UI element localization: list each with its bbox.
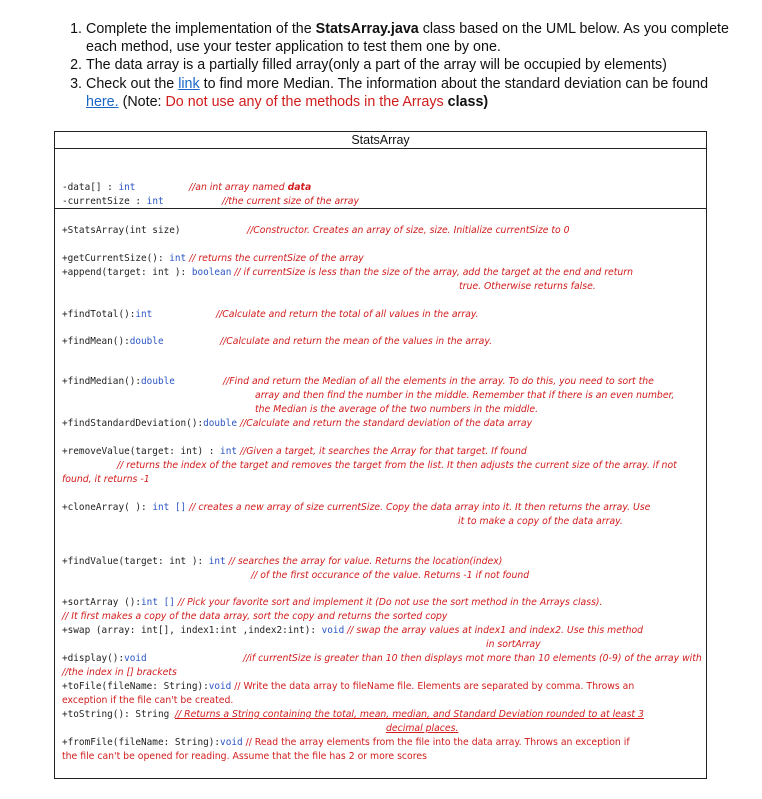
method-find-total-comment: [216, 309, 479, 321]
attribute-signature: -data[] :: [62, 182, 119, 193]
comment-text: true. Otherwise returns false.: [459, 281, 596, 292]
method-find-std-deviation: [62, 418, 532, 430]
method-constructor-comment: [247, 225, 570, 237]
instruction-item-2: [86, 56, 742, 74]
comment-text: // returns the currentSize of the array: [186, 253, 364, 264]
method-signature: +swap (array: int[], index1:int ,index2:int):: [62, 625, 322, 636]
method-return-type: int: [169, 253, 187, 264]
method-return-type: int: [208, 556, 226, 567]
instruction-text: Check out the: [86, 75, 179, 92]
method-get-current-size: [62, 253, 364, 265]
comment-text: the file can't be opened for reading. Assume that the file has 2 or more scores: [62, 751, 427, 762]
method-remove-value: [62, 446, 527, 458]
method-find-value: [62, 556, 502, 568]
method-find-median: [62, 376, 175, 388]
method-display-comment-1: [243, 653, 702, 665]
comment-bold: data: [287, 182, 312, 193]
instruction-item-1: [86, 20, 742, 56]
method-signature: +sortArray ():: [62, 597, 142, 608]
method-swap: [62, 625, 643, 637]
comment-text: //if currentSize is greater than 10 then displays mot more than 10 elements (0-9) of the array with: [243, 653, 702, 664]
method-return-type: double: [141, 376, 175, 387]
method-return-type: void: [220, 737, 243, 748]
method-signature: +StatsArray(int size): [62, 225, 181, 236]
median-link[interactable]: link: [178, 75, 200, 92]
method-display: [62, 653, 147, 665]
attribute-data-comment: [189, 182, 311, 194]
attribute-data: [62, 182, 135, 194]
method-display-comment-2: [62, 667, 177, 679]
method-remove-value-comment-3: [62, 474, 150, 486]
uml-class-name: StatsArray: [55, 132, 706, 149]
comment-text: //Calculate and return the mean of the values in the array.: [220, 336, 493, 347]
method-find-median-comment-1: [223, 376, 654, 388]
method-remove-value-comment-2: [117, 460, 677, 472]
attribute-type: int: [118, 182, 136, 193]
method-signature: +findTotal():: [62, 309, 136, 320]
method-find-mean: [62, 336, 164, 348]
comment-text: // returns the index of the target and removes the target from the list. It then adjusts the current size of the array. if not: [117, 460, 677, 471]
comment-text: // of the first occurance of the value. Returns -1 if not found: [251, 570, 530, 581]
comment-text: // swap the array values at index1 and index2. Use this method: [344, 625, 644, 636]
method-signature: +findStandardDeviation():: [62, 418, 204, 429]
comment-text: // Write the data array to fileName file. Elements are separated by comma. Throws an: [231, 681, 635, 692]
instruction-text: class): [443, 93, 489, 110]
method-find-median-comment-2: [255, 390, 674, 402]
comment-text: //Calculate and return the standard deviation of the data array: [236, 418, 533, 429]
method-to-file-comment-2: [62, 695, 233, 707]
comment-text: the Median is the average of the two numbers in the middle.: [255, 404, 539, 415]
comment-text: //the index in [] brackets: [62, 667, 177, 678]
class-file-name: StatsArray.java: [315, 21, 419, 37]
comment-text: // Read the array elements from the file into the data array. Throws an exception if: [242, 737, 630, 748]
method-sort-array-comment-2: [62, 611, 447, 623]
method-signature: +toString(): String: [62, 709, 175, 720]
method-signature: +append(target: int ):: [62, 267, 192, 278]
comment-text: decimal places.: [386, 723, 459, 734]
comment-text: // if currentSize is less than the size of the array, add the target at the end and return: [231, 267, 634, 278]
instructions: [62, 20, 742, 111]
instruction-text: to find more Median. The information about the standard deviation can be found: [199, 75, 709, 92]
method-signature: +findValue(target: int ):: [62, 556, 209, 567]
method-signature: +toFile(fileName: String):: [62, 681, 209, 692]
method-append: [62, 267, 633, 279]
comment-text: // Pick your favorite sort and implement it (Do not use the sort method in the Arrays class).: [174, 597, 603, 608]
method-return-type: int: [135, 309, 153, 320]
instruction-text: class based on the UML below. As you complete each method, use your tester application to test them one by one.: [86, 21, 729, 56]
method-return-type: void: [321, 625, 345, 636]
comment-text: //Given a target, it searches the Array for that target. If found: [236, 446, 527, 457]
method-signature: +findMean():: [62, 336, 130, 347]
method-from-file-comment-2: [62, 751, 427, 763]
method-to-file: [62, 681, 634, 693]
method-signature: +getCurrentSize():: [62, 253, 170, 264]
method-return-type: int: [220, 446, 237, 457]
comment-text: // searches the array for value. Returns the location(index): [225, 556, 503, 567]
method-return-type: double: [203, 418, 237, 429]
uml-class-diagram: [54, 131, 707, 779]
method-return-type: double: [129, 336, 164, 347]
method-signature: +removeValue(target: int) :: [62, 446, 221, 457]
method-signature: +display():: [62, 653, 125, 664]
method-sort-array: [62, 597, 603, 609]
method-return-type: void: [208, 681, 232, 692]
method-signature: +cloneArray( ):: [62, 502, 153, 513]
comment-text: //the current size of the array: [222, 196, 359, 207]
method-from-file: [62, 737, 630, 749]
comment-text: //Constructor. Creates an array of size, size. Initialize currentSize to 0: [247, 225, 570, 236]
instruction-text: The data array is a partially filled array(only a part of the array will be occupied by elements): [86, 57, 667, 74]
instruction-item-3: [86, 75, 742, 111]
method-find-median-comment-3: [255, 404, 538, 416]
comment-text: // It first makes a copy of the data array, sort the copy and returns the sorted copy: [62, 611, 448, 622]
method-find-mean-comment: [220, 336, 492, 348]
uml-attributes: [55, 149, 706, 209]
comment-text: in sortArray: [486, 639, 541, 650]
comment-text: //Calculate and return the total of all values in the array.: [216, 309, 479, 320]
method-find-total: [62, 309, 152, 321]
method-clone-array: [62, 502, 650, 514]
method-return-type: int []: [141, 597, 175, 608]
comment-text: array and then find the number in the middle. Remember that if there is an even number,: [255, 390, 675, 401]
method-signature: +fromFile(fileName: String):: [62, 737, 221, 748]
method-append-comment-cont: [459, 281, 596, 293]
method-clone-array-comment-2: [458, 516, 623, 528]
method-find-value-comment-2: [251, 570, 529, 582]
attribute-current-size-comment: [222, 196, 359, 208]
instruction-text: Complete the implementation of the: [86, 21, 316, 37]
attribute-signature: -currentSize :: [62, 196, 147, 207]
comment-text: exception if the file can't be created.: [62, 695, 234, 706]
comment-text: it to make a copy of the data array.: [458, 516, 623, 527]
comment-text: //Find and return the Median of all the elements in the array. To do this, you need to sort the: [223, 376, 654, 387]
attribute-current-size: [62, 196, 164, 208]
method-to-string: [62, 709, 644, 721]
comment-text: // creates a new array of size currentSize. Copy the data array into it. It then returns the array. Use: [186, 502, 651, 513]
method-signature: +findMedian():: [62, 376, 142, 387]
method-constructor: [62, 225, 181, 237]
method-return-type: boolean: [191, 267, 232, 278]
method-return-type: int []: [152, 502, 187, 513]
method-swap-comment-2: [486, 639, 541, 651]
method-to-string-comment-2: [386, 723, 458, 735]
method-return-type: void: [124, 653, 147, 664]
warning-text: Do not use any of the methods in the Arrays: [165, 93, 444, 110]
attribute-type: int: [146, 196, 164, 207]
comment-text: found, it returns -1: [62, 474, 150, 485]
comment-text: //an int array named: [189, 182, 288, 193]
comment-text: // Returns a String containing the total, mean, median, and Standard Deviation rounded to at least 3: [174, 709, 644, 720]
instruction-text: (Note:: [118, 93, 166, 110]
std-deviation-link[interactable]: here.: [86, 93, 119, 110]
instruction-list: [62, 20, 742, 111]
